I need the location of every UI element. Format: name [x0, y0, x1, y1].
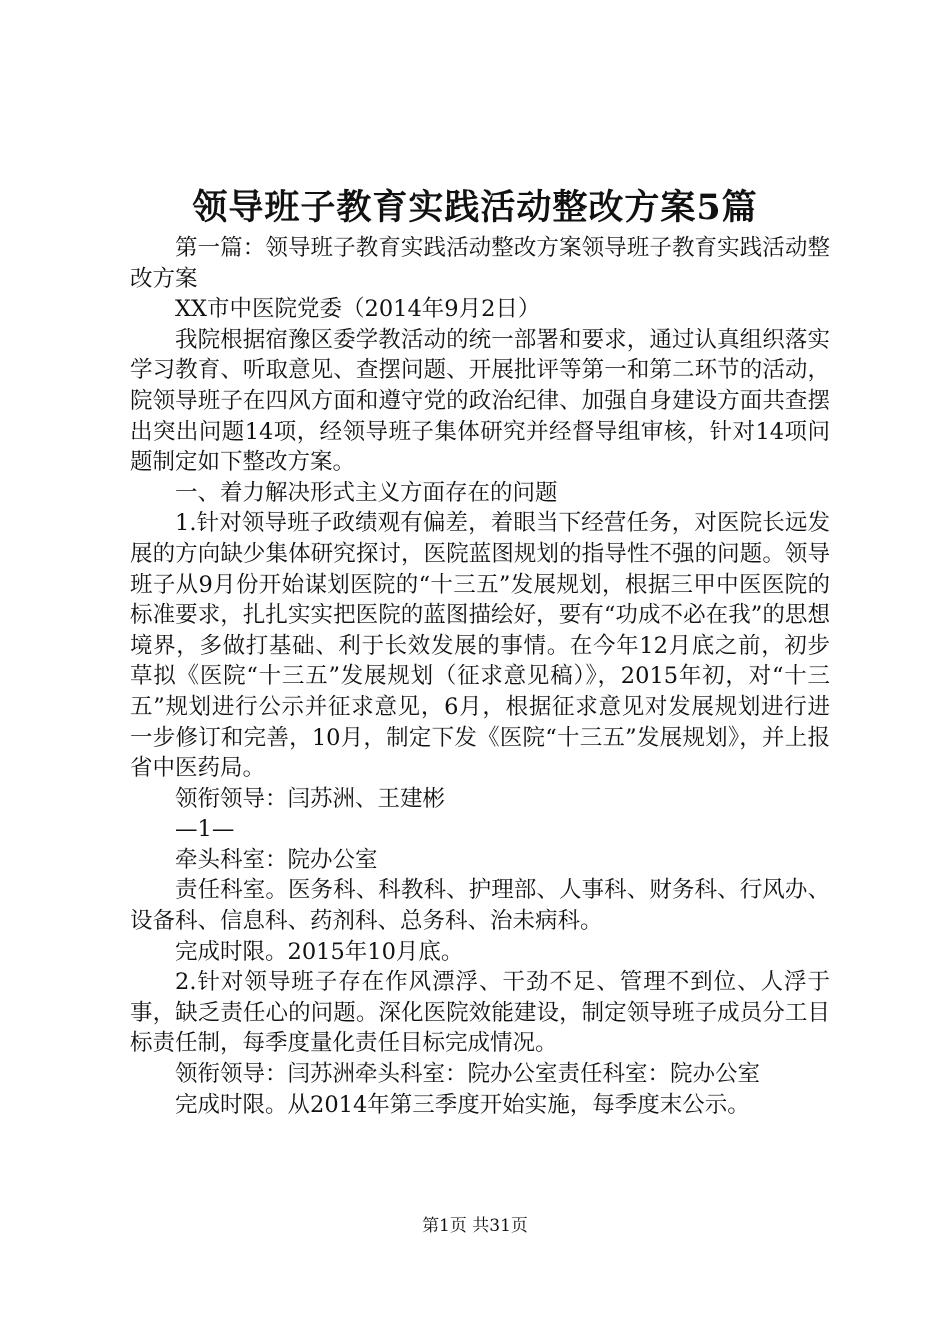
- paragraph-section-one: 一、着力解决形式主义方面存在的问题: [175, 479, 558, 506]
- paragraph-lead-leaders-2: 领衔领导：闫苏洲牵头科室：院办公室责任科室：院办公室: [175, 1061, 761, 1088]
- document-title: 领导班子教育实践活动整改方案5篇: [192, 187, 758, 228]
- page-footer: 第1页 共31页: [422, 1216, 528, 1236]
- paragraph-intro: 我院根据宿豫区委学教活动的统一部署和要求，通过认真组织落实学习教育、听取意见、查摆问题、开展批评等第一和第二环节的活动，院领导班子在四风方面和遵守党的政治纪律、加强自身建设方面共查摆出突出问题14项，经领导班子集体研究并经督导组审核，针对14项问题制定如下整改方案。: [130, 326, 830, 476]
- paragraph-item-2: 2.针对领导班子存在作风漂浮、干劲不足、管理不到位、人浮于事，缺乏责任心的问题。深化医院效能建设，制定领导班子成员分工目标责任制，每季度量化责任目标完成情况。: [130, 969, 830, 1057]
- document-body: [130, 233, 830, 1120]
- paragraph-deadline-2: 完成时限。从2014年第三季度开始实施，每季度末公示。: [175, 1091, 750, 1118]
- paragraph-page-marker: —1—: [175, 816, 235, 843]
- paragraph-heading-part-one: 第一篇：领导班子教育实践活动整改方案领导班子教育实践活动整改方案: [130, 235, 830, 292]
- paragraph-item-1: 1.针对领导班子政绩观有偏差，着眼当下经营任务，对医院长远发展的方向缺少集体研究探讨，医院蓝图规划的指导性不强的问题。领导班子从9月份开始谋划医院的“十三五”发展规划，根据三甲中医医院的标准要求，扎扎实实把医院的蓝图描绘好，要有“功成不必在我”的思想境界，多做打基础、利于长效发展的事情。在今年12月底之前，初步草拟《医院“十三五”发展规划（征求意见稿）》，2015年初，对“十三五”规划进行公示并征求意见，6月，根据征求意见对发展规划进行进一步修订和完善，10月，制定下发《医院“十三五”发展规划》，并上报省中医药局。: [130, 510, 830, 782]
- paragraph-responsible-depts-1: 责任科室。医务科、科教科、护理部、人事科、财务科、行风办、设备科、信息科、药剂科、总务科、治未病科。: [130, 877, 830, 935]
- paragraph-lead-dept-1: 牵头科室：院办公室: [175, 846, 378, 873]
- paragraph-deadline-1: 完成时限。2015年10月底。: [175, 938, 464, 965]
- paragraph-lead-leaders-1: 领衔领导：闫苏洲、王建彬: [175, 785, 446, 812]
- paragraph-issuer-date: XX市中医院党委（2014年9月2日）: [175, 296, 541, 323]
